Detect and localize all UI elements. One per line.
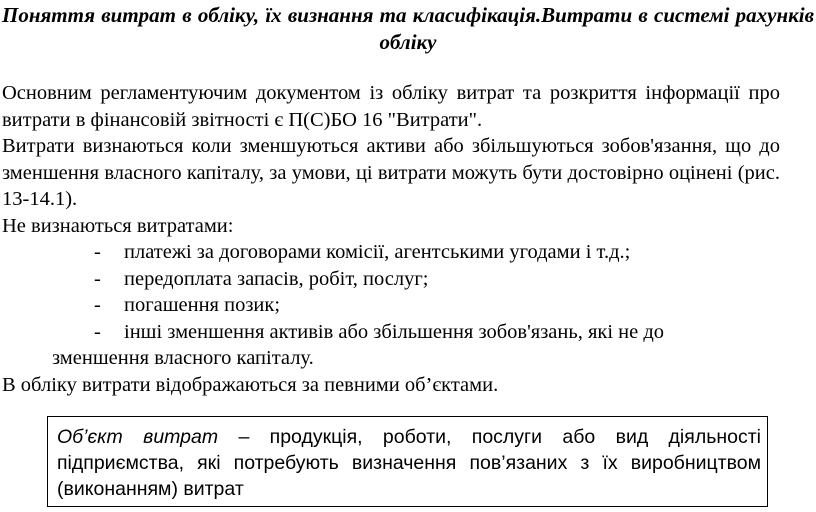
page-title: Поняття витрат в обліку, їх визнання та класифікація.Витрати в системі рахунків обліку	[2, 3, 814, 54]
paragraph-regulation: Основним регламентуючим документом із обліку витрат та розкриття інформації про витрати в фінансовій звітності є П(С)БО 16 "Витрати".	[2, 82, 780, 131]
list-item-text: погашення позик;	[124, 294, 281, 316]
list-item	[2, 239, 780, 266]
paragraph-recognition: Витрати визнаються коли зменшуються активи або збільшуються зобов'язання, що до зменшення власного капіталу, за умови, ці витрати можуть бути достовірно оцінені (рис. 13-14.1).	[2, 135, 780, 210]
dash-bullet: -	[94, 320, 101, 343]
list-item	[2, 319, 780, 372]
dash-bullet: -	[94, 294, 101, 316]
definition-text: – продукція, роботи, послуги або вид діяльності підприємства, які потребують визначення пов’язаних з їх виробництвом (виконанням) витрат	[57, 426, 761, 500]
definition-box	[47, 416, 768, 507]
list-item	[2, 292, 780, 319]
list-item-continuation: зменшення власного капіталу.	[52, 347, 314, 369]
list-item-text: передоплата запасів, робіт, послуг;	[124, 267, 429, 290]
list-item-text: інші зменшення активів або збільшення зобов'язань, які не до	[124, 320, 665, 343]
dash-bullet: -	[94, 241, 101, 263]
definition-term: Об’єкт витрат	[57, 426, 219, 448]
paragraph-not-recognized: Не визнаються витратами:	[2, 214, 234, 237]
dash-bullet: -	[94, 267, 101, 290]
exclusions-list	[2, 239, 780, 372]
paragraph-objects: В обліку витрати відображаються за певними об’єктами.	[2, 373, 499, 396]
list-item	[2, 266, 780, 293]
list-item-text: платежі за договорами комісії, агентськими угодами і т.д.;	[124, 241, 631, 263]
document-body	[2, 80, 780, 398]
